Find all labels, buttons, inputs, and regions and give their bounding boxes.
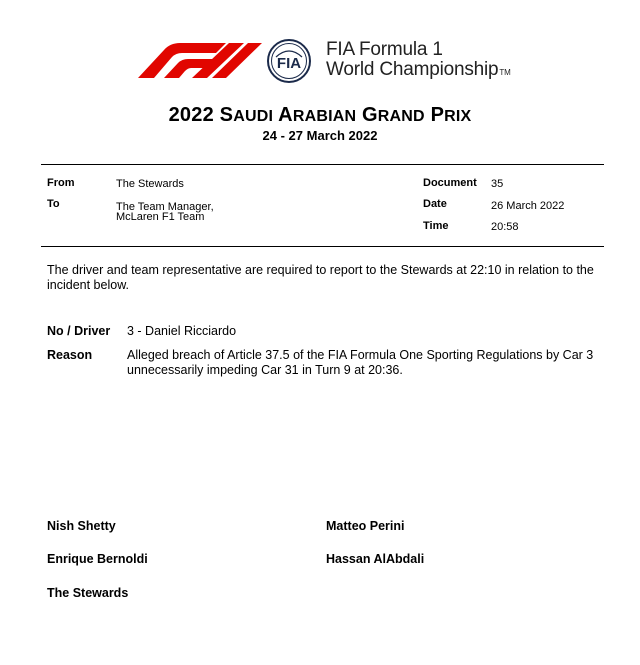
event-word-grand: GRAND [362,104,425,126]
date-value: 26 March 2022 [491,200,565,212]
to-value-line-2: McLaren F1 Team [116,211,205,223]
time-value: 20:58 [491,221,519,233]
steward-signature-1: Nish Shetty [47,519,116,533]
time-label: Time [423,220,449,232]
fia-badge-icon [267,39,311,83]
intro-paragraph: The driver and team representative are required to report to the Stewards at 22:10 in relation to the incident below. [47,263,594,292]
event-year: 2022 [168,104,214,126]
reason-label: Reason [47,348,93,362]
event-title [0,104,640,127]
from-label: From [47,177,75,189]
bottom-divider [41,246,604,247]
event-word-saudi: SAUDI [219,104,274,126]
f1-logo-icon [134,40,264,80]
steward-signature-2: Matteo Perini [326,519,405,533]
event-word-prix: PRIX [430,104,472,126]
steward-signature-3: Enrique Bernoldi [47,552,148,566]
driver-label: No / Driver [47,324,111,338]
stewards-closing: The Stewards [47,586,129,600]
trademark: TM [499,68,511,77]
from-value: The Stewards [116,178,184,190]
brand-line-2 [326,59,511,81]
date-label: Date [423,198,447,210]
brand-line-1: FIA Formula 1 [326,39,443,60]
to-label: To [47,198,60,210]
document-value: 35 [491,178,504,190]
driver-value: 3 - Daniel Ricciardo [127,324,237,338]
document-label: Document [423,177,477,189]
steward-signature-4: Hassan AlAbdali [326,552,425,566]
event-dates: 24 - 27 March 2022 [262,128,378,143]
event-word-arabian: ARABIAN [278,104,357,126]
document-header [130,38,530,84]
reason-value: Alleged breach of Article 37.5 of the FIA Formula One Sporting Regulations by Car 3 unnecessarily impeding Car 31 in Turn 9 at 20:36. [127,348,594,377]
top-divider [41,164,604,165]
brand-line-2-text: World Championship [326,59,499,80]
to-value-line-1: The Team Manager, [116,201,214,213]
svg-text:FIA: FIA [276,55,302,72]
